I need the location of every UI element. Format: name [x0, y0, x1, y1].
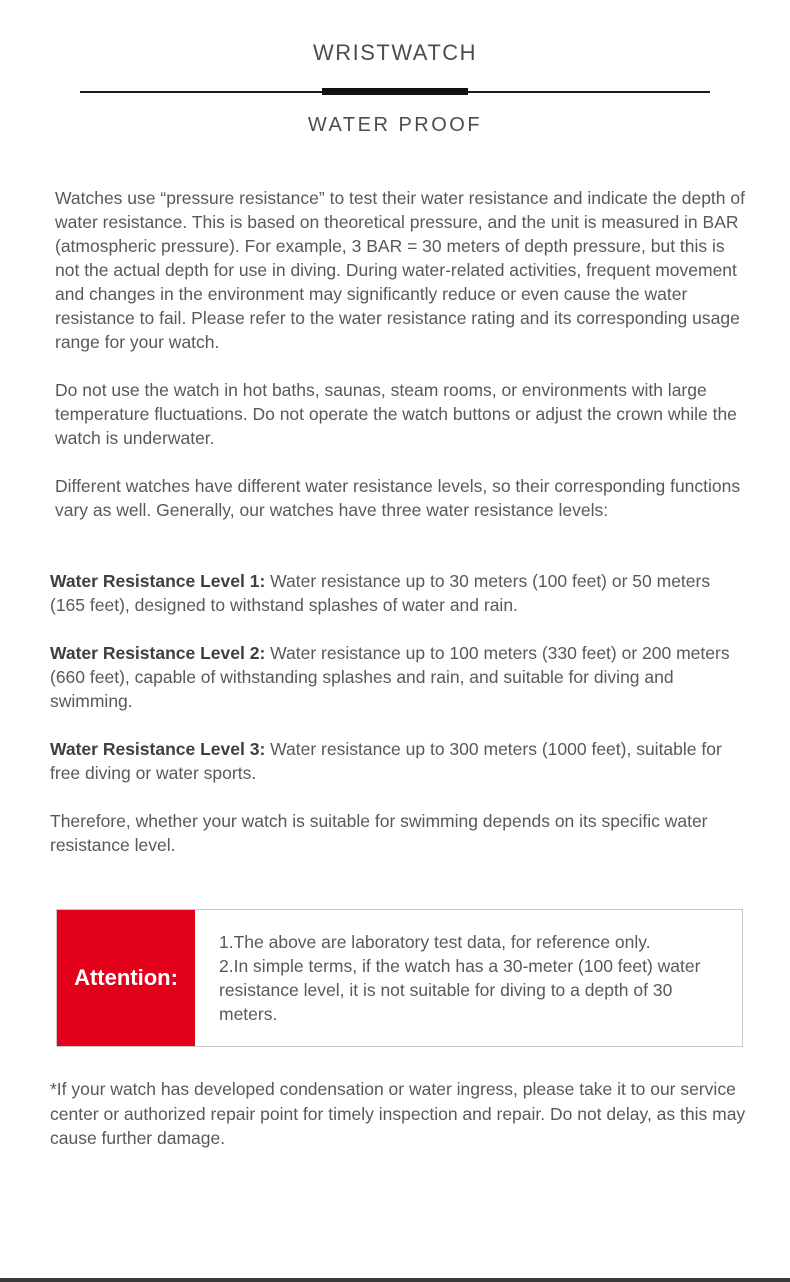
attention-body: [195, 910, 742, 1046]
intro-paragraph-2: Do not use the watch in hot baths, saunas, steam rooms, or environments with large temperature fluctuations. Do not operate the watch buttons or adjust the crown while the watch is underwater.: [55, 380, 737, 448]
level-item-3: [50, 737, 745, 785]
page-title: WRISTWATCH: [312, 40, 478, 65]
intro-section: [0, 186, 790, 522]
level-item-1: [50, 569, 745, 617]
attention-label: Attention:: [57, 910, 195, 1046]
attention-item-2: 2.In simple terms, if the watch has a 30-meter (100 feet) water resistance level, it is not suitable for diving to a depth of 30 meters.: [219, 956, 701, 1024]
level-3-label: Water Resistance Level 3:: [50, 739, 266, 759]
intro-paragraph-1: Watches use “pressure resistance” to test their water resistance and indicate the depth of water resistance. This is based on theoretical pressure, and the unit is measured in BAR (atmospheric pressure). For example, 3 BAR = 30 meters of depth pressure, but this is not the actual depth for use in diving. During water-related activities, frequent movement and changes in the environment may significantly reduce or even cause the water resistance to fail. Please refer to the water resistance rating and its corresponding usage range for your watch.: [55, 188, 745, 352]
attention-item-1: 1.The above are laboratory test data, for reference only.: [219, 932, 651, 952]
divider-thick-segment: [322, 88, 468, 95]
level-item-2: [50, 641, 745, 713]
attention-box: [56, 909, 743, 1047]
bottom-divider-bar: [0, 1278, 790, 1282]
intro-paragraph-3: Different watches have different water resistance levels, so their corresponding functions vary as well. Generally, our watches have three water resistance levels:: [55, 476, 741, 520]
level-1-text: Water resistance up to 30 meters (100 feet) or 50 meters (165 feet), designed to withstand splashes of water and rain.: [50, 571, 711, 615]
level-1-label: Water Resistance Level 1:: [50, 571, 266, 591]
footnote-paragraph: *If your watch has developed condensation or water ingress, please take it to our service center or authorized repair point for timely inspection and repair. Do not delay, as this may cause further damage.: [50, 1079, 746, 1148]
header-divider: [80, 88, 710, 96]
level-2-label: Water Resistance Level 2:: [50, 643, 266, 663]
level-3-text: Water resistance up to 300 meters (1000 feet), suitable for free diving or water sports.: [50, 739, 722, 783]
level-2-text: Water resistance up to 100 meters (330 feet) or 200 meters (660 feet), capable of withstanding splashes and rain, and suitable for diving and swimming.: [50, 643, 730, 711]
page-subtitle: WATER PROOF: [307, 114, 483, 136]
conclusion-paragraph: Therefore, whether your watch is suitable for swimming depends on its specific water resistance level.: [50, 811, 708, 855]
water-resistance-levels-section: [0, 569, 790, 785]
